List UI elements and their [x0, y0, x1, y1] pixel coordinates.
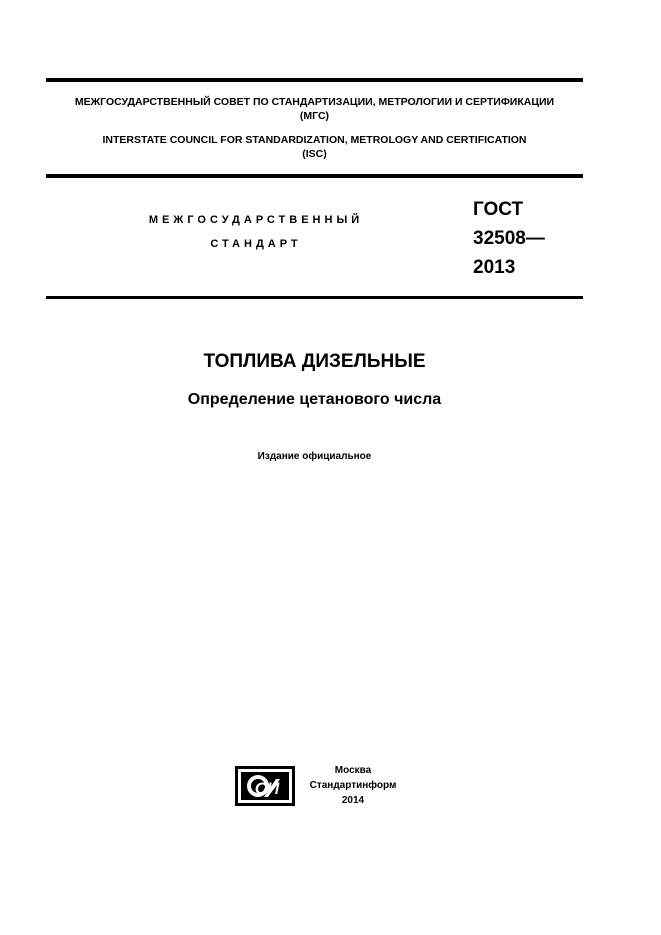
- council-ru-abbr: (МГС): [299, 110, 330, 122]
- council-en-abbr: (ISC): [302, 148, 327, 160]
- gost-label: ГОСТ: [473, 199, 524, 220]
- council-ru-name: МЕЖГОСУДАРСТВЕННЫЙ СОВЕТ ПО СТАНДАРТИЗАЦИИ, МЕТРОЛОГИИ И СЕРТИФИКАЦИИ: [74, 96, 555, 108]
- document-subtitle: Определение цетанового числа: [187, 391, 442, 408]
- publisher-name: Стандартинформ: [309, 780, 397, 791]
- standartinform-logo: [234, 765, 296, 807]
- top-rule: [46, 78, 583, 82]
- publisher-year: 2014: [341, 795, 365, 806]
- publisher-info: [298, 763, 408, 808]
- standard-type-line2: СТАНДАРТ: [210, 238, 302, 250]
- svg-text:СИ: СИ: [254, 779, 280, 798]
- council-ru: [46, 95, 583, 123]
- edition-note: Издание официальное: [257, 451, 372, 462]
- standard-bottom-rule: [46, 296, 583, 299]
- header-bottom-rule: [46, 174, 583, 178]
- publisher-city: Москва: [334, 765, 372, 776]
- council-en-name: INTERSTATE COUNCIL FOR STANDARDIZATION, METROLOGY AND CERTIFICATION: [102, 134, 527, 146]
- gost-number: 32508—: [473, 228, 545, 249]
- document-title: ТОПЛИВА ДИЗЕЛЬНЫЕ: [203, 351, 426, 372]
- standard-type-line1: МЕЖГОСУДАРСТВЕННЫЙ: [148, 214, 364, 226]
- council-en: [46, 133, 583, 161]
- gost-year: 2013: [473, 257, 516, 278]
